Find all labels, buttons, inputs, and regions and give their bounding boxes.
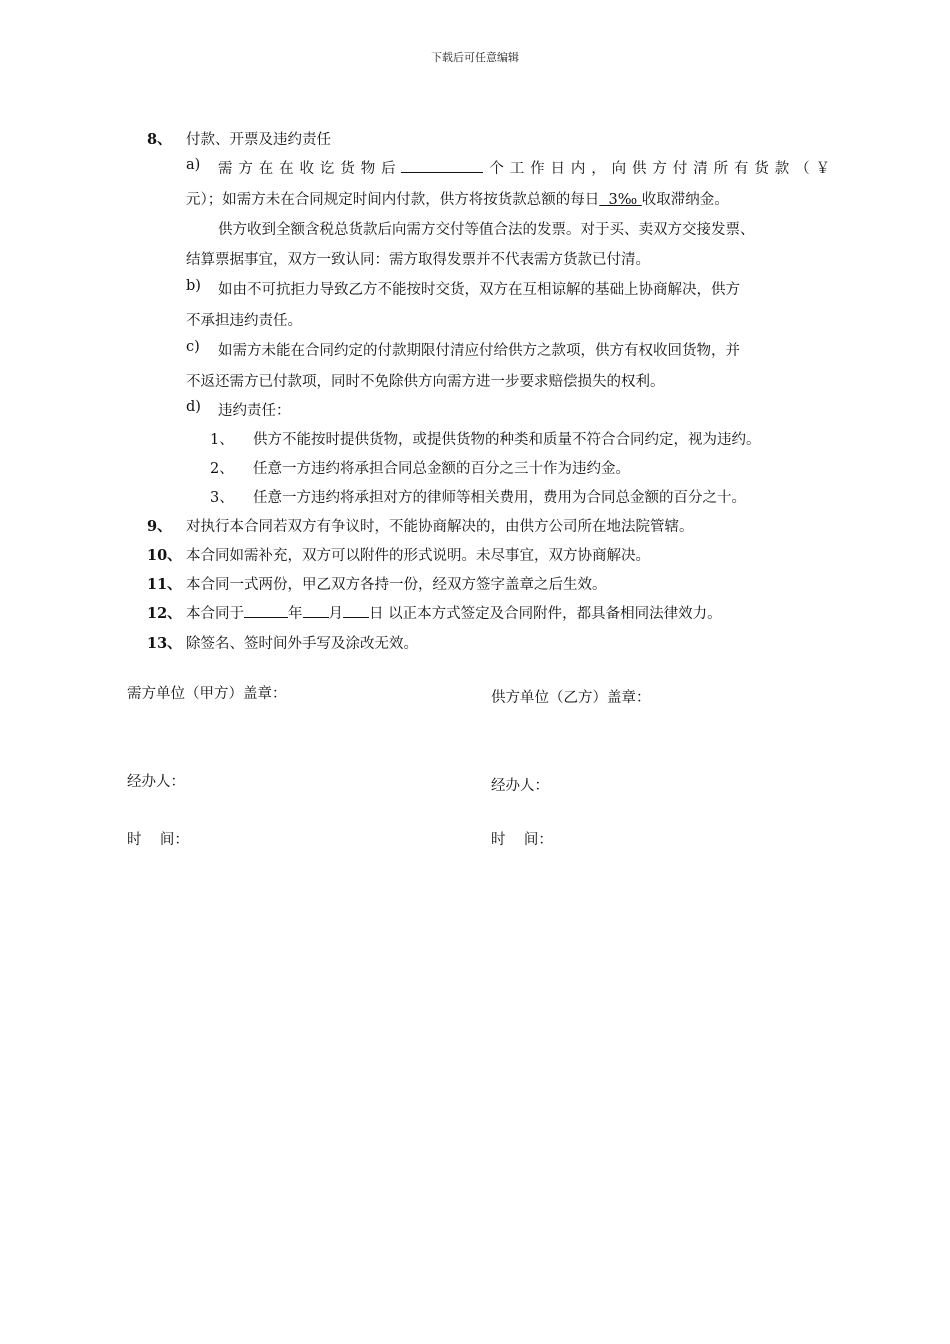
item-b-line1: 如由不可抗拒力导致乙方不能按时交货，双方在互相谅解的基础上协商解决，供方 [218, 282, 740, 298]
clause-text-9: 对执行本合同若双方有争议时，不能协商解决的，由供方公司所在地法院管辖。 [186, 519, 694, 535]
item-label-d: d) [186, 399, 201, 415]
clause-number-13: 13、 [147, 635, 182, 652]
item-a-line2-post: 收取滞纳金。 [641, 192, 729, 208]
buyer-agent-label: 经办人： [127, 774, 185, 790]
item-c-line2: 不返还需方已付款项，同时不免除供方向需方进一步要求赔偿损失的权利。 [186, 374, 665, 390]
item-a-line1 [218, 157, 830, 178]
penalty-item-text: 任意一方违约将承担对方的律师等相关费用，费用为合同总金额的百分之十。 [253, 490, 746, 506]
seller-seal-label: 供方单位（乙方）盖章： [491, 690, 651, 706]
item-label-a: a) [186, 157, 201, 173]
clause-12-pre: 本合同于 [186, 606, 244, 622]
seller-time-label: 时 间： [491, 832, 553, 848]
item-a-line1-post: 个工作日内，向供方付清所有货款（￥ [483, 161, 831, 177]
clause-title-payment: 付款、开票及违约责任 [186, 132, 331, 148]
clause-number-12: 12、 [147, 605, 182, 622]
clause-text-10: 本合同如需补充，双方可以附件的形式说明。未尽事宜，双方协商解决。 [186, 548, 650, 564]
item-label-b: b) [186, 278, 201, 294]
penalty-item-text: 任意一方违约将承担合同总金额的百分之三十作为违约金。 [253, 461, 630, 477]
penalty-item-number: 2、 [210, 461, 234, 477]
penalty-item-number: 3、 [210, 490, 234, 506]
invoice-paragraph-line2: 结算票据事宜，双方一致认同：需方取得发票并不代表需方货款已付清。 [186, 252, 650, 268]
clause-text-11: 本合同一式两份，甲乙双方各持一份，经双方签字盖章之后生效。 [186, 577, 607, 593]
penalty-item-number: 1、 [210, 432, 234, 448]
day-blank [343, 602, 369, 618]
seller-agent-label: 经办人： [491, 778, 549, 794]
clause-12-post: 以正本方式签定及合同附件，都具备相同法律效力。 [383, 606, 722, 622]
clause-12-year: 年 [288, 606, 303, 622]
clause-12-month: 月 [328, 606, 343, 622]
clause-number-8: 8、 [147, 131, 172, 148]
item-b-line2: 不承担违约责任。 [186, 313, 302, 329]
item-label-c: c) [186, 339, 200, 355]
buyer-time-label: 时 间： [127, 832, 189, 848]
clause-text-12 [186, 602, 722, 623]
item-a-line1-pre: 需方在在收讫货物后 [218, 161, 402, 177]
item-a-line2 [186, 188, 729, 209]
item-d-title: 违约责任： [218, 403, 291, 419]
clause-number-10: 10、 [147, 547, 182, 564]
year-blank [244, 602, 288, 618]
month-blank [303, 602, 329, 618]
clause-number-11: 11、 [147, 576, 182, 593]
item-a-line2-pre: 元）；如需方未在合同规定时间内付款，供方将按货款总额的每日 [186, 192, 600, 208]
page-header: 下载后可任意编辑 [431, 51, 519, 64]
clause-12-day: 日 [369, 606, 384, 622]
invoice-paragraph-line1: 供方收到全额含税总货款后向需方交付等值合法的发票。对于买、卖双方交接发票、 [218, 222, 755, 238]
clause-text-13: 除签名、签时间外手写及涂改无效。 [186, 636, 418, 652]
workdays-blank [401, 157, 483, 173]
late-fee-rate: 3‰ [599, 192, 642, 208]
clause-number-9: 9、 [147, 518, 172, 535]
buyer-seal-label: 需方单位（甲方）盖章： [127, 686, 287, 702]
item-c-line1: 如需方未能在合同约定的付款期限付清应付给供方之款项，供方有权收回货物，并 [218, 343, 740, 359]
penalty-item-text: 供方不能按时提供货物，或提供货物的种类和质量不符合合同约定，视为违约。 [253, 432, 761, 448]
